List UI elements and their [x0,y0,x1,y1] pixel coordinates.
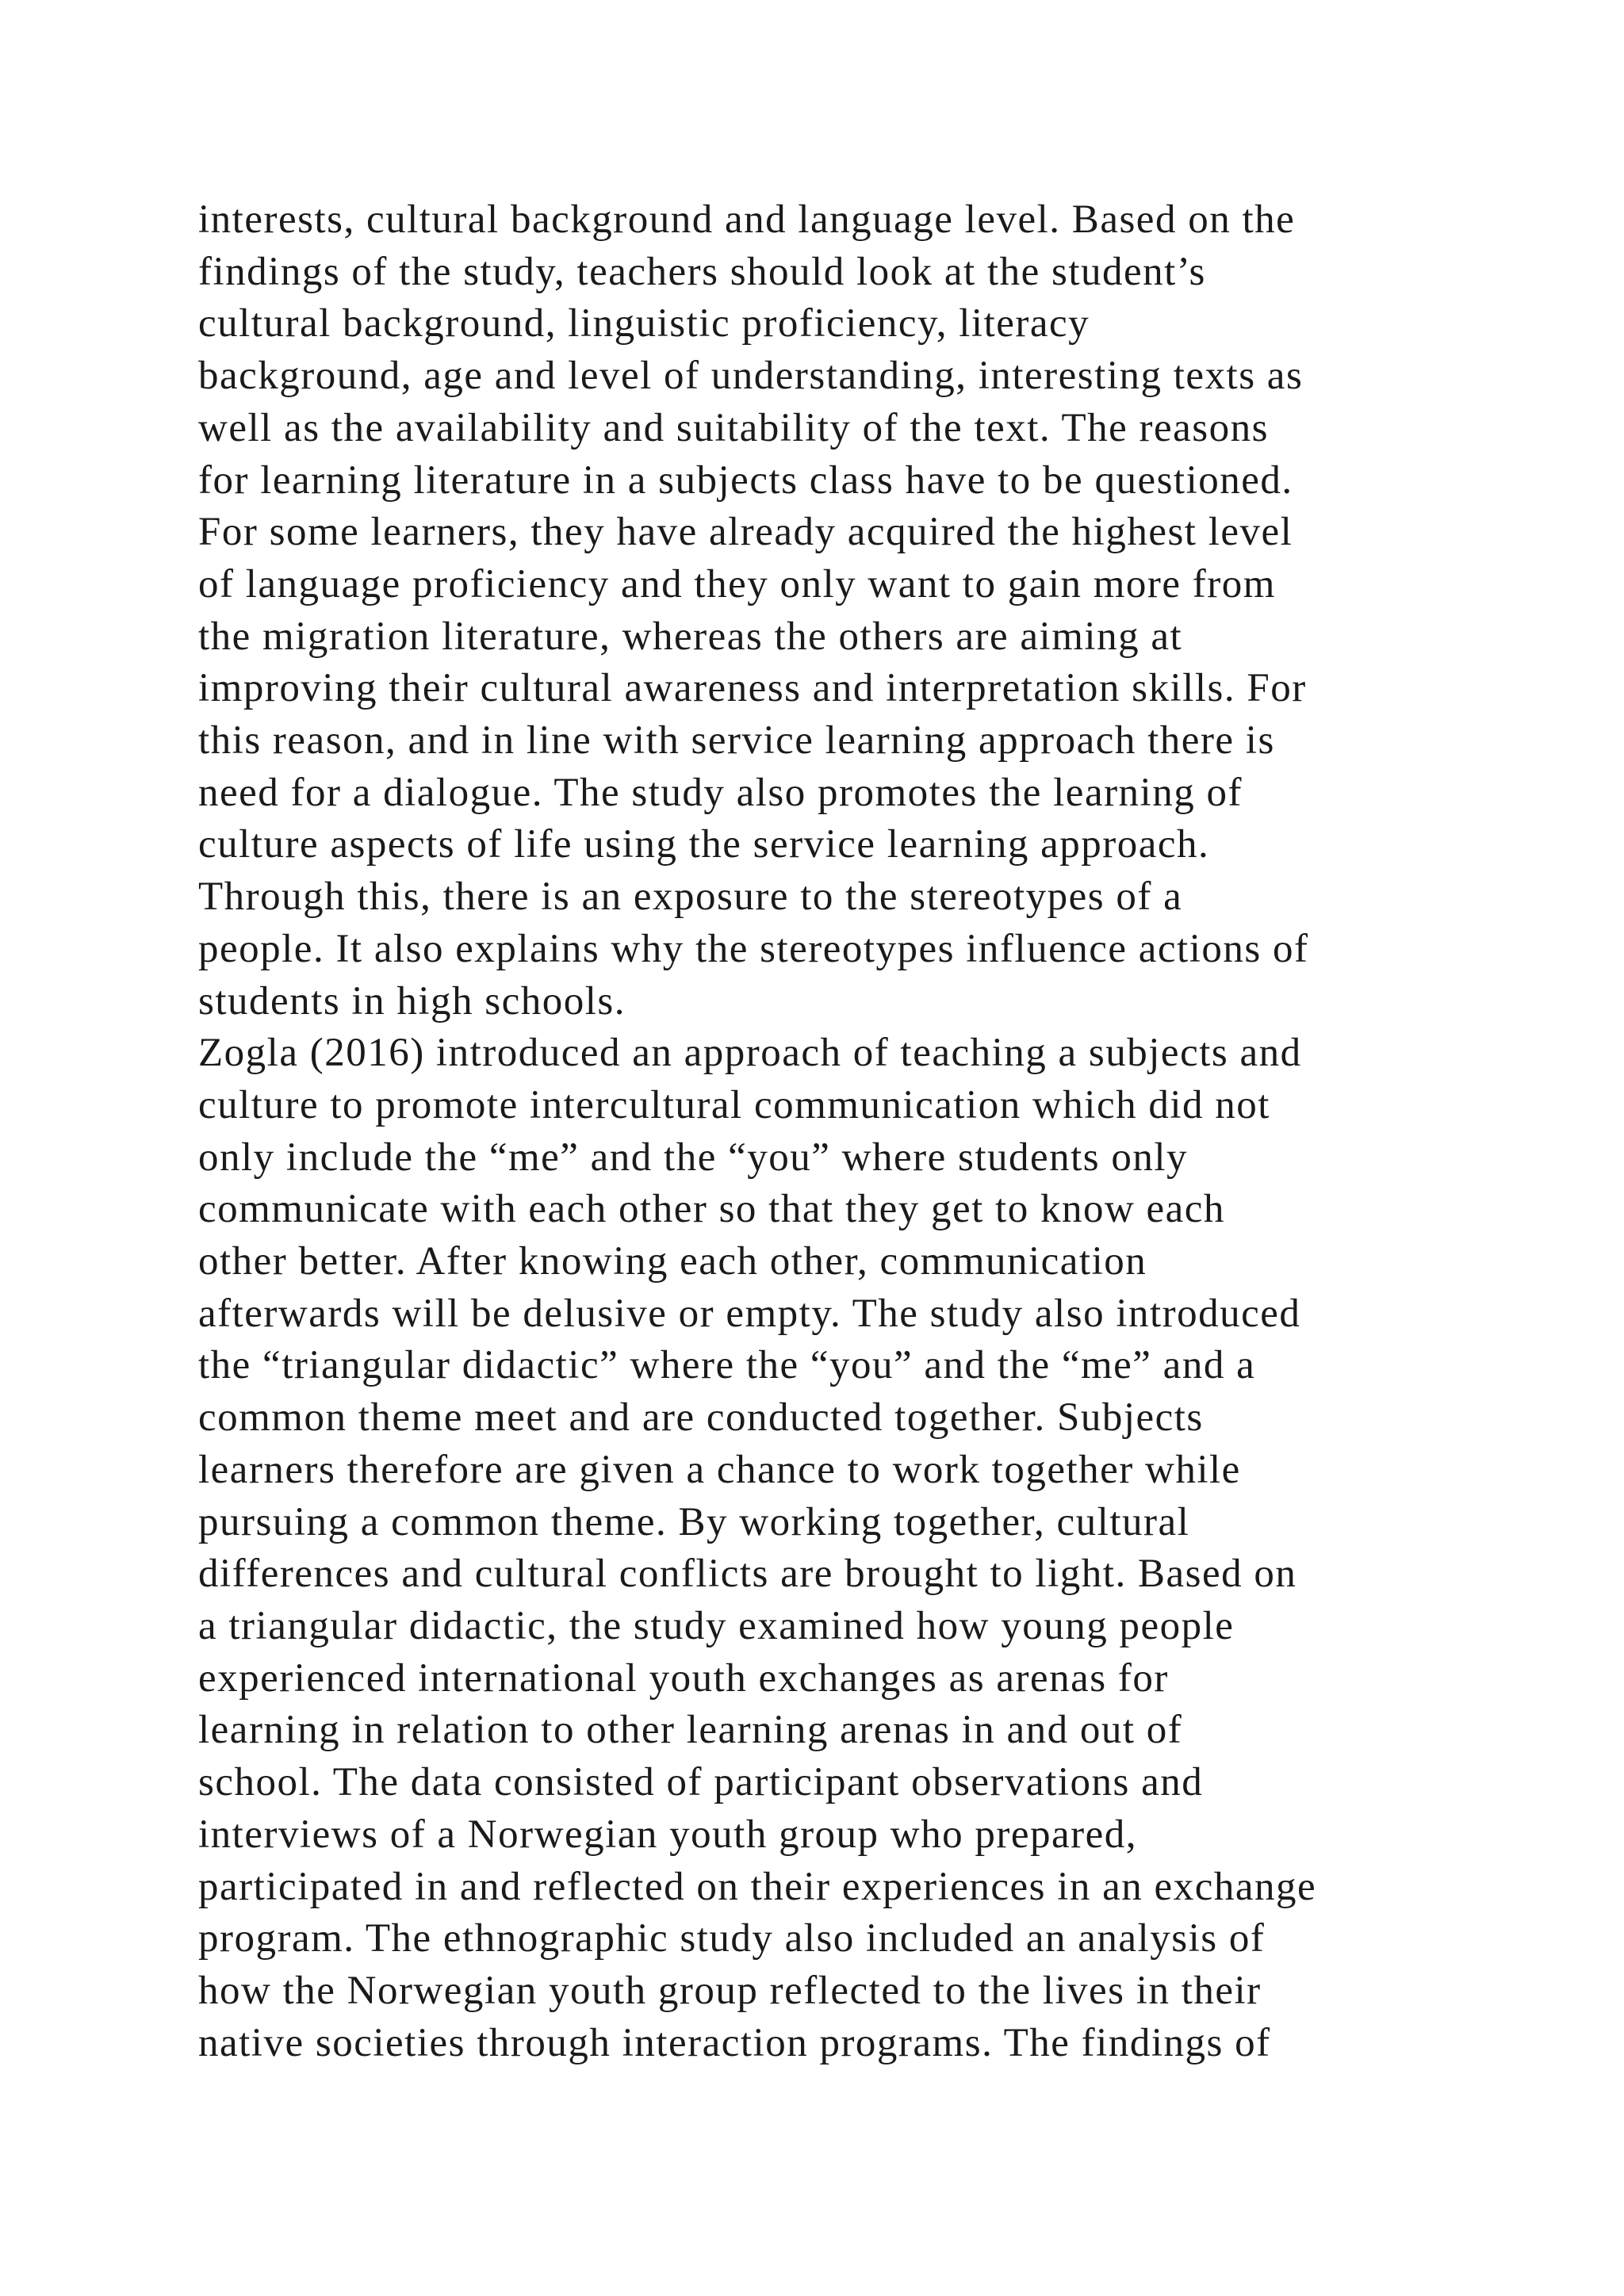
text-line: of language proficiency and they only want to gain more from [198,561,1276,607]
text-line: findings of the study, teachers should look at the student’s [198,249,1206,294]
text-line: common theme meet and are conducted together. Subjects [198,1395,1204,1441]
text-line: Through this, there is an exposure to the stereotypes of a [198,874,1183,920]
text-line: differences and cultural conflicts are brought to light. Based on [198,1552,1297,1597]
text-line: students in high schools. [198,978,626,1024]
text-line: cultural background, linguistic proficiency, literacy [198,301,1090,346]
text-line: background, age and level of understanding, interesting texts as [198,354,1304,399]
body-text [198,194,1499,2069]
text-line: learners therefore are given a chance to work together while [198,1447,1241,1492]
text-line: learning in relation to other learning arenas in and out of [198,1708,1183,1753]
text-line: people. It also explains why the stereotypes influence actions of [198,926,1309,971]
text-line: Zogla (2016) introduced an approach of teaching a subjects and [198,1031,1302,1076]
text-line: a triangular didactic, the study examined how young people [198,1603,1235,1648]
text-line: interests, cultural background and language level. Based on the [198,197,1296,242]
text-line: pursuing a common theme. By working together, cultural [198,1499,1190,1544]
text-line: experienced international youth exchanges as arenas for [198,1655,1169,1701]
text-line: other better. After knowing each other, communication [198,1239,1147,1284]
text-line: interviews of a Norwegian youth group who prepared, [198,1812,1138,1857]
text-line: how the Norwegian youth group reflected to the lives in their [198,1968,1262,2013]
text-line: school. The data consisted of participant observations and [198,1760,1204,1805]
text-line: communicate with each other so that they get to know each [198,1187,1225,1232]
text-line: well as the availability and suitability of the text. The reasons [198,405,1269,450]
text-line: participated in and reflected on their experiences in an exchange [198,1864,1317,1909]
text-line: native societies through interaction programs. The findings of [198,2020,1271,2065]
text-line: only include the “me” and the “you” where students only [198,1135,1189,1180]
text-line: program. The ethnographic study also included an analysis of [198,1916,1266,1961]
text-line: the “triangular didactic” where the “you” and the “me” and a [198,1343,1256,1388]
text-line: For some learners, they have already acquired the highest level [198,510,1293,555]
text-line: need for a dialogue. The study also promotes the learning of [198,770,1243,815]
text-line: culture aspects of life using the service learning approach. [198,822,1210,867]
text-line: improving their cultural awareness and interpretation skills. For [198,666,1307,711]
text-line: the migration literature, whereas the others are aiming at [198,614,1183,659]
text-line: afterwards will be delusive or empty. The study also introduced [198,1291,1301,1336]
text-line: for learning literature in a subjects class have to be questioned. [198,457,1293,503]
text-line: this reason, and in line with service learning approach there is [198,718,1275,763]
text-line: culture to promote intercultural communication which did not [198,1082,1270,1127]
